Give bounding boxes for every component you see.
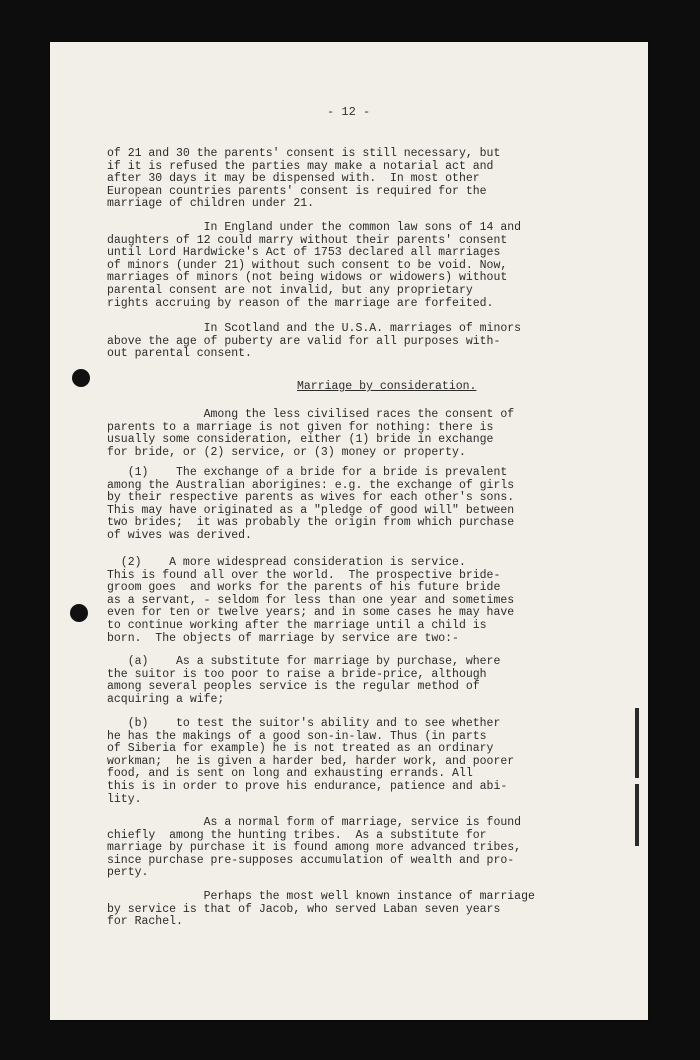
page-edge-mark-upper	[635, 708, 639, 778]
paragraph-exchange: (1) The exchange of a bride for a bride is prevalent among the Australian aborigines: e.g. the exchange of girls by their respective parents as wives for each other's sons. This may have originated as a "pledge of good will" between two brides; it was probably the origin from which purchase of wives was derived.	[107, 466, 515, 542]
page-number: - 12 -	[327, 105, 371, 119]
section-heading: Marriage by consideration.	[297, 380, 477, 393]
paragraph-england: In England under the common law sons of 14 and daughters of 12 could marry without their parents' consent until Lord Hardwicke's Act of 1753 declared all marriages of minors (under 21) without such consent to be void. Now, marriages of minors (not being widows or widowers) without parental consent are not invalid, but any proprietary rights accruing by reason of the marriage are forfeited.	[107, 221, 522, 310]
punch-hole-lower	[70, 604, 88, 622]
paragraph-1: of 21 and 30 the parents' consent is still necessary, but if it is refused the parties may make a notarial act and after 30 days it may be dispensed with. In most other European countries parents' consent is required for the marriage of children under 21.	[107, 147, 501, 211]
page-edge-mark-lower	[635, 784, 639, 846]
paragraph-test-suitor: (b) to test the suitor's ability and to see whether he has the makings of a good son-in-law. Thus (in parts of Siberia for example) he is not treated as an ordinary workman; he is given a harder bed, harder work, and poorer food, and is sent on long and exhausting errands. All this is in order to prove his endurance, patience and abi- lity.	[107, 717, 515, 806]
punch-hole-upper	[72, 369, 90, 387]
paragraph-service: (2) A more widespread consideration is service. This is found all over the world. The prospective bride- groom goes and works for the parents of his future bride as a servant, - seldom for less than one year and sometimes even for ten or twelve years; and in some cases he may have to continue working after the marriage until a child is born. The objects of marriage by service are two:-	[107, 556, 515, 645]
paragraph-scotland: In Scotland and the U.S.A. marriages of minors above the age of puberty are valid for all purposes with- out parental consent.	[107, 322, 522, 361]
paragraph-consideration: Among the less civilised races the consent of parents to a marriage is not given for nothing: there is usually some consideration, either (1) bride in exchange for bride, or (2) service, or (3) money or property.	[107, 408, 515, 459]
paragraph-substitute: (a) As a substitute for marriage by purchase, where the suitor is too poor to raise a bride-price, although among several peoples service is the regular method of acquiring a wife;	[107, 655, 501, 706]
paragraph-normal-form: As a normal form of marriage, service is found chiefly among the hunting tribes. As a substitute for marriage by purchase it is found among more advanced tribes, since purchase pre-supposes accumulation of wealth and pro- perty.	[107, 816, 522, 880]
paragraph-jacob: Perhaps the most well known instance of marriage by service is that of Jacob, who served Laban seven years for Rachel.	[107, 890, 535, 929]
document-page	[50, 42, 648, 1020]
